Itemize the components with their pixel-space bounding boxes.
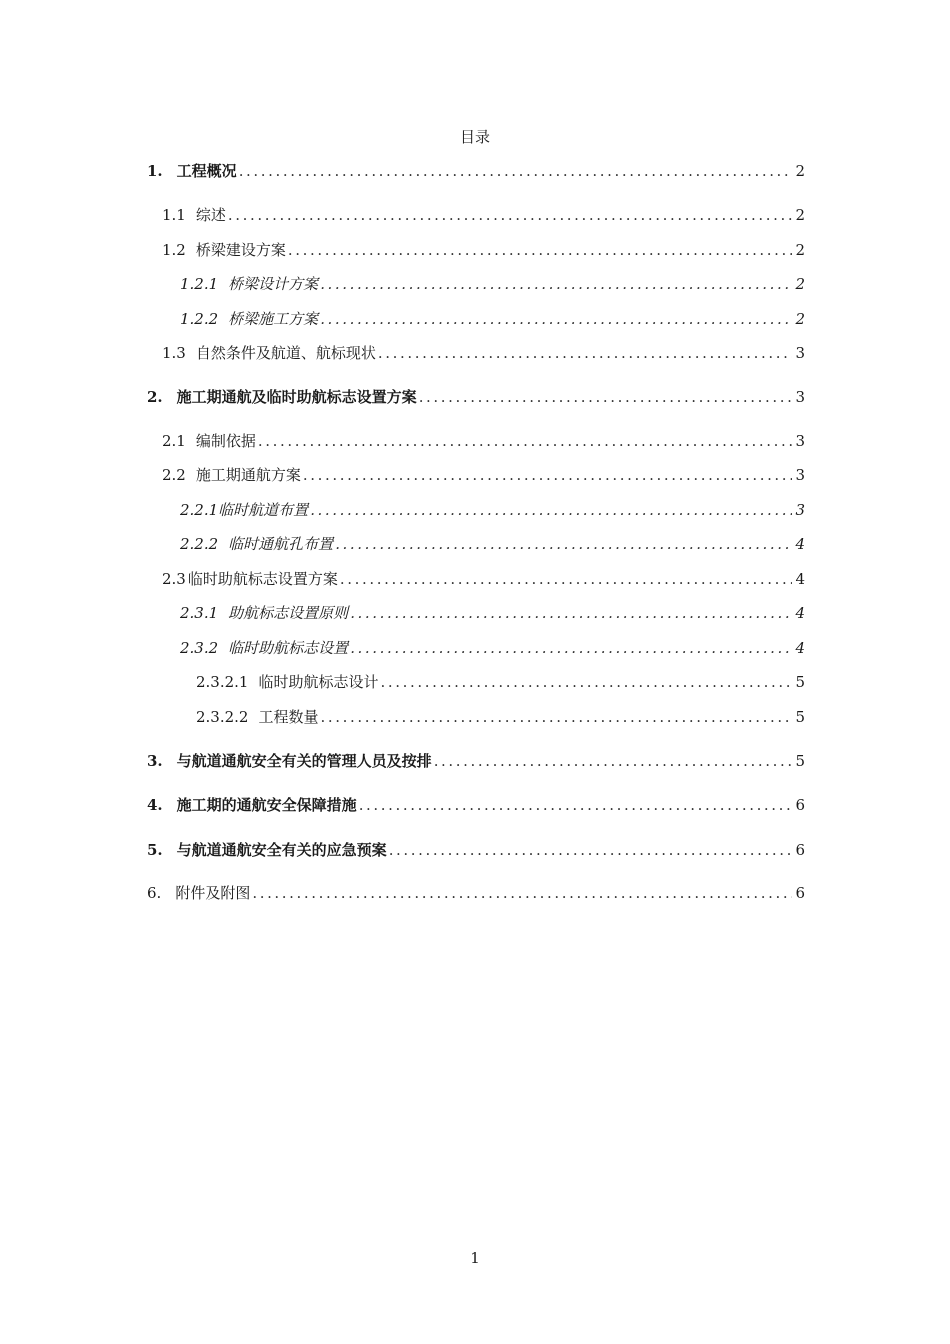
toc-leader-dots	[335, 533, 792, 555]
toc-entry-2-2[interactable]	[0, 464, 950, 486]
toc-leader-dots	[252, 882, 792, 904]
toc-entry-text: 工程概况	[176, 162, 237, 180]
toc-entry-number: 1.	[147, 162, 163, 180]
toc-entry-text: 自然条件及航道、航标现状	[195, 344, 376, 362]
toc-entry-page: 4	[795, 604, 805, 622]
toc-entry-text: 桥梁建设方案	[195, 241, 286, 259]
toc-entry-3[interactable]	[0, 750, 950, 772]
toc-entry-2-3-2-1[interactable]	[0, 671, 950, 693]
toc-entry-4[interactable]	[0, 794, 950, 816]
toc-entry-text: 临时助航标志设计	[258, 673, 379, 691]
toc-leader-dots	[378, 342, 793, 364]
toc-entry-2-3-2-2[interactable]	[0, 706, 950, 728]
toc-entry-number: 4.	[147, 796, 163, 814]
toc-leader-dots	[320, 273, 792, 295]
toc-entry-page: 2	[795, 275, 805, 293]
toc-entry-text: 临时通航孔布置	[228, 535, 334, 553]
toc-entry-text: 综述	[195, 206, 226, 224]
toc-entry-text: 施工期的通航安全保障措施	[176, 796, 357, 814]
toc-entry-page: 5	[795, 708, 805, 726]
toc-entry-page: 3	[795, 466, 805, 484]
toc-entry-2-2-2[interactable]	[0, 533, 950, 555]
toc-entry-text: 施工期通航方案	[195, 466, 301, 484]
toc-entry-number: 2.3.2.2	[196, 708, 249, 726]
toc-entry-2[interactable]	[0, 386, 950, 408]
toc-entry-text: 施工期通航及临时助航标志设置方案	[176, 388, 417, 406]
toc-leader-dots	[389, 839, 793, 861]
toc-entry-page: 2	[795, 206, 805, 224]
toc-entry-page: 5	[795, 752, 805, 770]
toc-entry-number: 5.	[147, 841, 163, 859]
toc-entry-number: 1.3	[162, 344, 186, 362]
toc-leader-dots	[288, 239, 793, 261]
toc-entry-number: 2.	[147, 388, 163, 406]
toc-title: 目录	[459, 128, 490, 146]
toc-entry-page: 2	[795, 162, 805, 180]
toc-entry-number: 6.	[147, 884, 162, 902]
toc-entry-text: 临时助航标志设置	[228, 639, 349, 657]
toc-entry-text: 附件及附图	[175, 884, 251, 902]
toc-entry-number: 1.1	[162, 206, 186, 224]
toc-entry-number: 2.2.2	[180, 535, 219, 553]
toc-leader-dots	[320, 308, 792, 330]
toc-entry-text: 助航标志设置原则	[228, 604, 349, 622]
toc-entry-2-3-1[interactable]	[0, 602, 950, 624]
toc-leader-dots	[303, 464, 793, 486]
toc-entry-number: 2.1	[162, 432, 186, 450]
toc-entry-page: 5	[795, 673, 805, 691]
toc-entry-number: 2.3.1	[180, 604, 219, 622]
toc-leader-dots	[258, 430, 793, 452]
toc-entry-1-1[interactable]	[0, 204, 950, 226]
toc-leader-dots	[434, 750, 793, 772]
toc-entry-text: 临时助航标志设置方案	[187, 570, 338, 588]
toc-entry-5[interactable]	[0, 839, 950, 861]
toc-entry-page: 2	[795, 310, 805, 328]
toc-entry-text: 与航道通航安全有关的管理人员及按排	[176, 752, 432, 770]
toc-entry-number: 2.3.2	[180, 639, 219, 657]
toc-entry-number: 3.	[147, 752, 163, 770]
toc-leader-dots	[228, 204, 793, 226]
toc-entry-text: 工程数量	[258, 708, 319, 726]
toc-entry-number: 1.2	[162, 241, 186, 259]
toc-entry-page: 2	[795, 241, 805, 259]
toc-entry-page: 4	[795, 639, 805, 657]
toc-entry-1-2[interactable]	[0, 239, 950, 261]
toc-entry-page: 3	[795, 432, 805, 450]
toc-entry-page: 3	[795, 501, 805, 519]
toc-leader-dots	[419, 386, 793, 408]
toc-entry-page: 6	[795, 796, 805, 814]
toc-entry-page: 3	[795, 344, 805, 362]
toc-leader-dots	[381, 671, 793, 693]
toc-entry-2-3-2[interactable]	[0, 637, 950, 659]
toc-entry-text: 桥梁施工方案	[228, 310, 319, 328]
toc-entry-page: 6	[795, 841, 805, 859]
toc-entry-text: 编制依据	[195, 432, 256, 450]
toc-entry-page: 6	[795, 884, 805, 902]
toc-entry-number: 2.3.2.1	[196, 673, 249, 691]
toc-entry-6[interactable]	[0, 882, 950, 904]
toc-entry-1[interactable]	[0, 160, 950, 182]
toc-entry-2-1[interactable]	[0, 430, 950, 452]
toc-entry-number: 2.3	[162, 570, 186, 588]
toc-entry-text: 桥梁设计方案	[228, 275, 319, 293]
toc-leader-dots	[350, 602, 792, 624]
toc-entry-page: 4	[795, 535, 805, 553]
toc-leader-dots	[340, 568, 793, 590]
toc-entry-number: 2.2	[162, 466, 186, 484]
toc-leader-dots	[239, 160, 793, 182]
toc-entry-2-2-1[interactable]	[0, 499, 950, 521]
toc-entry-number: 1.2.1	[180, 275, 219, 293]
toc-entry-text: 与航道通航安全有关的应急预案	[176, 841, 387, 859]
toc-leader-dots	[310, 499, 792, 521]
toc-entry-2-3[interactable]	[0, 568, 950, 590]
toc-leader-dots	[359, 794, 793, 816]
toc-entry-text: 临时航道布置	[218, 501, 309, 519]
toc-leader-dots	[321, 706, 793, 728]
toc-entry-page: 4	[795, 570, 805, 588]
toc-entry-page: 3	[795, 388, 805, 406]
page-number: 1	[470, 1249, 480, 1267]
toc-entry-1-2-2[interactable]	[0, 308, 950, 330]
toc-entry-1-3[interactable]	[0, 342, 950, 364]
toc-entry-number: 1.2.2	[180, 310, 219, 328]
toc-entry-1-2-1[interactable]	[0, 273, 950, 295]
toc-leader-dots	[350, 637, 792, 659]
toc-entry-number: 2.2.1	[180, 501, 219, 519]
